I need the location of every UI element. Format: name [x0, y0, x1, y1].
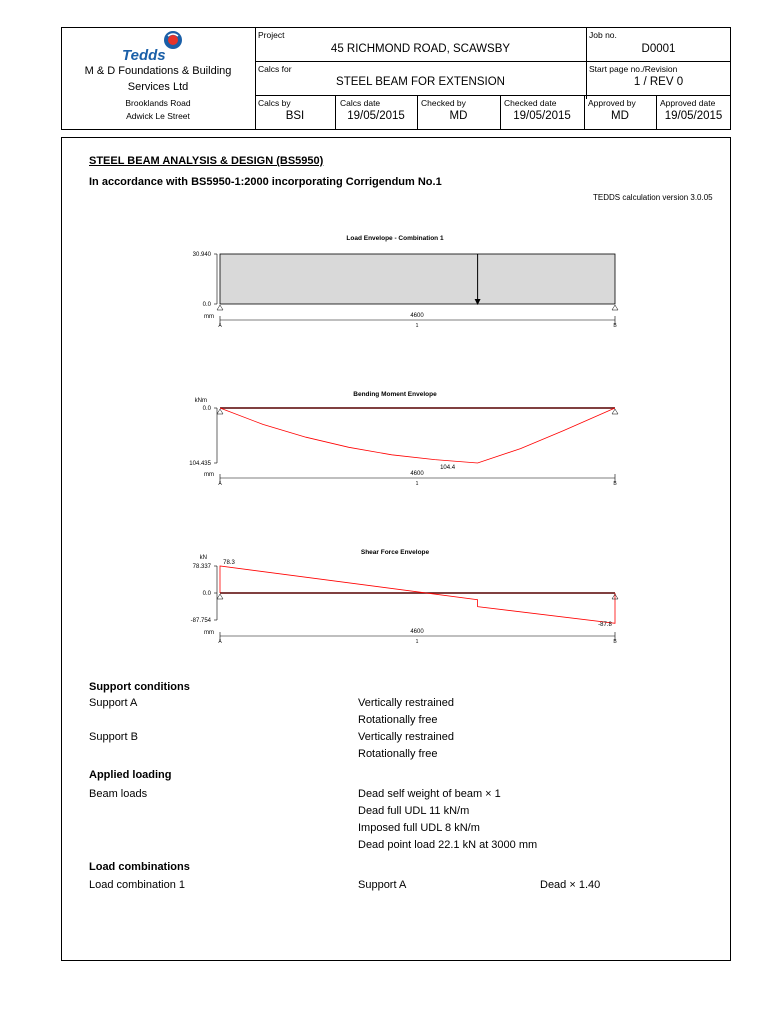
calcs-date-label: Calcs date	[340, 98, 381, 108]
support-a-icon	[217, 409, 223, 414]
approved-date-value: 19/05/2015	[664, 110, 723, 122]
support-conditions-heading: Support conditions	[89, 681, 190, 693]
loading-row-label: Beam loads	[89, 788, 148, 800]
span-length-label: 4600	[410, 629, 424, 635]
combination-row-factor: Dead × 1.40	[540, 879, 601, 891]
span-length-label: 4600	[410, 313, 424, 319]
support-a-label: A	[218, 639, 222, 645]
max-moment-label: 104.4	[440, 464, 456, 471]
support-b-icon	[612, 305, 618, 310]
page-subtitle: In accordance with BS5950-1:2000 incorporating Corrigendum No.1	[89, 176, 442, 188]
checked-by-label: Checked by	[421, 98, 466, 108]
support-a-icon	[217, 305, 223, 310]
company-line-1: M & D Foundations & Building	[84, 65, 232, 77]
approved-date-label: Approved date	[660, 98, 716, 108]
checked-by-value: MD	[449, 110, 468, 122]
support-row-value: Vertically restrained	[358, 731, 454, 743]
address-line-1: Brooklands Road	[125, 98, 191, 108]
udl-block	[220, 254, 615, 304]
calcs-for-label: Calcs for	[258, 64, 292, 74]
max-shear-label: 78.3	[223, 560, 235, 566]
job-no-value: D0001	[641, 43, 676, 55]
support-a-label: A	[218, 481, 222, 487]
x-unit-label: mm	[204, 630, 214, 636]
x-unit-label: mm	[204, 314, 214, 320]
load-combinations-heading: Load combinations	[89, 861, 190, 873]
y-tick-label: 0.0	[202, 302, 211, 308]
page-title: STEEL BEAM ANALYSIS & DESIGN (BS5950)	[89, 155, 324, 167]
y-unit-label: kN	[199, 555, 207, 561]
project-value: 45 RICHMOND ROAD, SCAWSBY	[330, 43, 511, 55]
start-page-value: 1 / REV 0	[633, 76, 684, 88]
applied-loading-heading: Applied loading	[89, 769, 172, 781]
checked-date-label: Checked date	[504, 98, 557, 108]
start-page-label: Start page no./Revision	[589, 64, 678, 74]
min-shear-label: -87.8	[598, 622, 612, 628]
support-b-label: B	[613, 323, 617, 329]
support-b-label: B	[613, 481, 617, 487]
shear-force-series	[220, 566, 615, 623]
y-tick-label: 78.337	[192, 564, 211, 570]
checked-date-value: 19/05/2015	[513, 110, 571, 122]
load-envelope-chart	[193, 235, 618, 329]
support-a-label: A	[218, 323, 222, 329]
combination-row-label: Load combination 1	[89, 879, 186, 891]
calcs-for-value: STEEL BEAM FOR EXTENSION	[336, 76, 505, 88]
loading-row-value: Dead self weight of beam × 1	[358, 788, 501, 800]
span-number-label: 1	[415, 481, 419, 487]
loading-row-value: Imposed full UDL 8 kN/m	[358, 822, 480, 834]
y-tick-label: 30.940	[192, 252, 211, 258]
support-row-label: Support B	[89, 731, 138, 743]
chart-title: Load Envelope - Combination 1	[346, 235, 444, 242]
support-row-label: Support A	[89, 697, 138, 709]
address-line-2: Adwick Le Street	[126, 111, 190, 121]
project-label: Project	[258, 30, 285, 40]
company-line-2: Services Ltd	[127, 81, 189, 93]
y-tick-label: 0.0	[202, 406, 211, 412]
svg-text:Tedds: Tedds	[122, 47, 166, 64]
shear-force-chart	[191, 549, 618, 645]
job-no-label: Job no.	[589, 30, 617, 40]
support-b-label: B	[613, 639, 617, 645]
approved-by-value: MD	[611, 110, 629, 122]
span-number-label: 1	[415, 639, 419, 645]
x-unit-label: mm	[204, 472, 214, 478]
loading-row-value: Dead full UDL 11 kN/m	[358, 805, 470, 817]
y-tick-label: -87.754	[190, 618, 211, 624]
span-length-label: 4600	[410, 471, 424, 477]
span-number-label: 1	[415, 323, 419, 329]
y-tick-label: 104.435	[189, 461, 211, 467]
combination-row-support: Support A	[358, 879, 407, 891]
support-row-value: Rotationally free	[358, 748, 438, 760]
y-tick-label: 0.0	[202, 591, 211, 597]
chart-title: Bending Moment Envelope	[353, 391, 437, 398]
support-row-value: Vertically restrained	[358, 697, 454, 709]
chart-title: Shear Force Envelope	[360, 549, 430, 556]
bending-moment-series	[220, 408, 615, 463]
calcs-date-value: 19/05/2015	[347, 110, 405, 122]
support-a-icon	[217, 594, 223, 599]
calcs-by-value: BSI	[285, 110, 305, 122]
support-b-icon	[612, 409, 618, 414]
bending-moment-chart	[189, 391, 618, 487]
approved-by-label: Approved by	[588, 98, 636, 108]
loading-row-value: Dead point load 22.1 kN at 3000 mm	[358, 839, 538, 851]
version-note: TEDDS calculation version 3.0.05	[593, 193, 713, 202]
y-unit-label: kNm	[194, 398, 207, 404]
calcs-by-label: Calcs by	[258, 98, 291, 108]
support-row-value: Rotationally free	[358, 714, 438, 726]
